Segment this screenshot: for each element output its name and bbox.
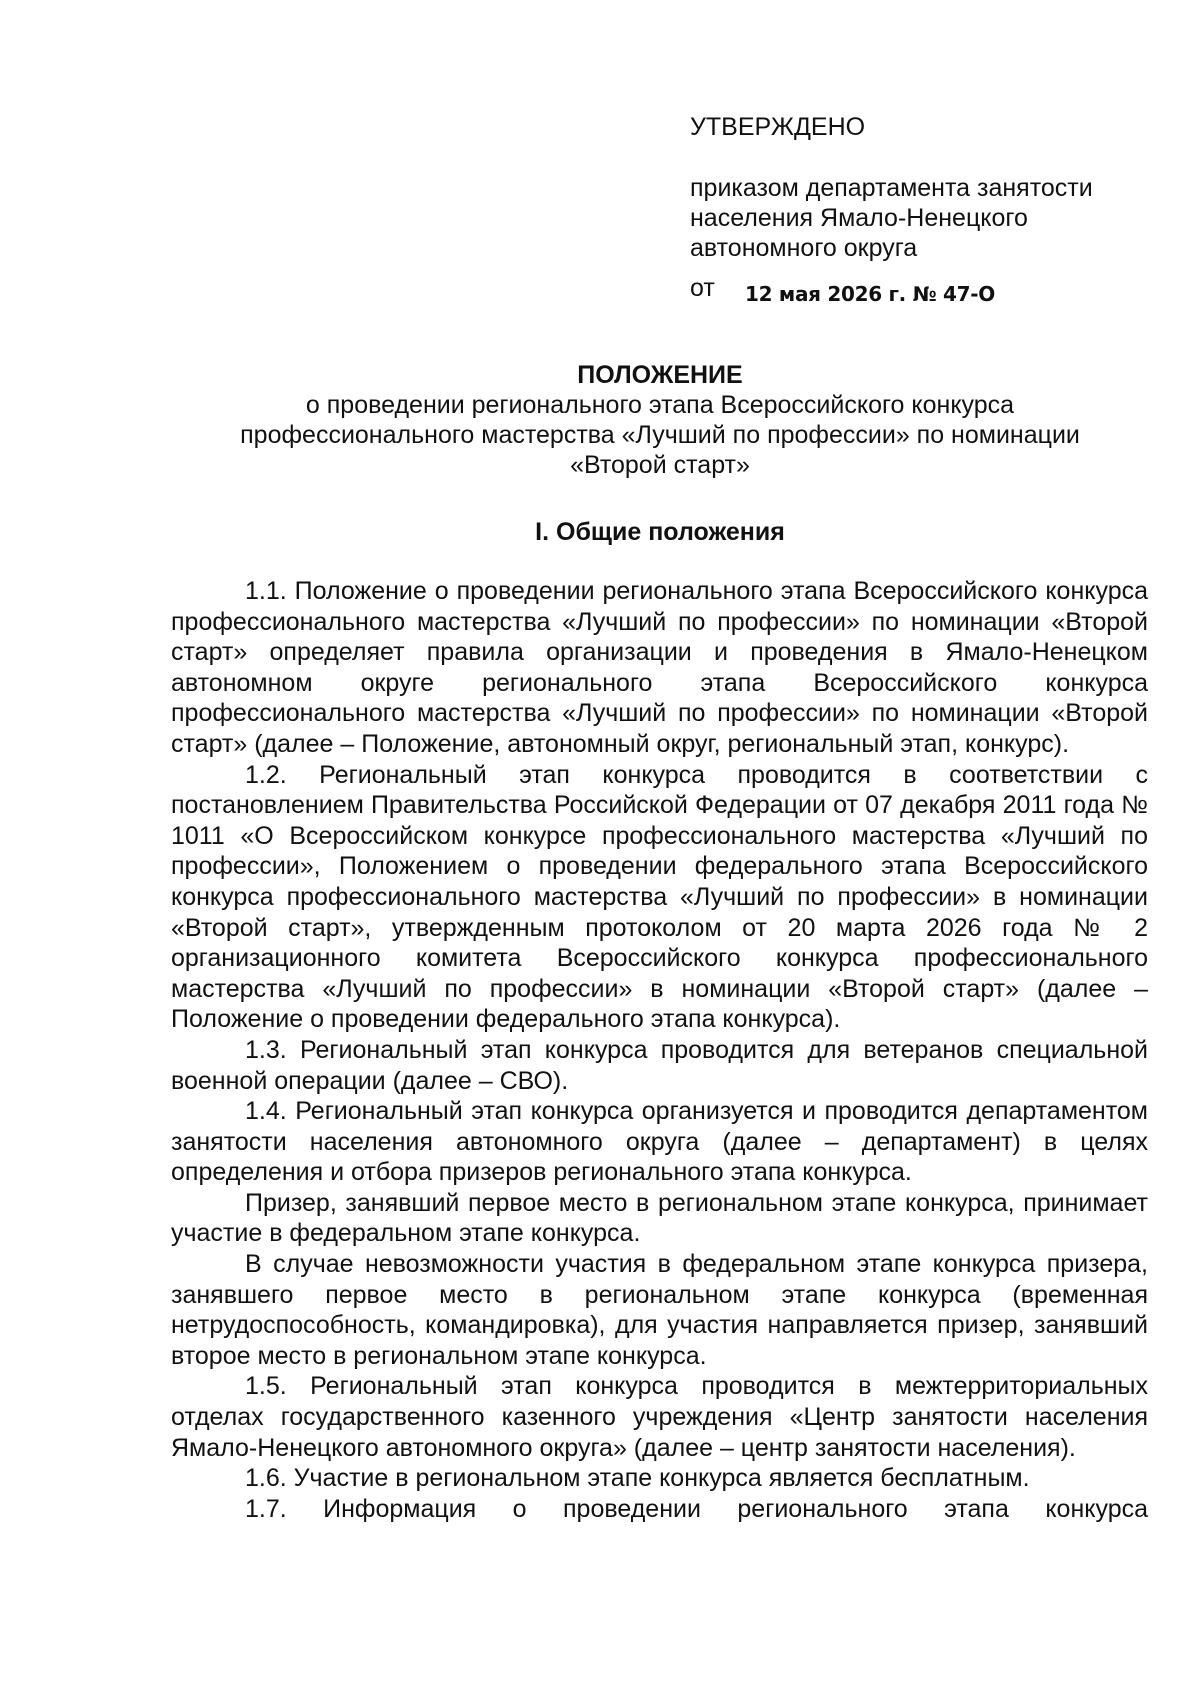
order-date-number: 12 мая 2026 г. № 47-О	[745, 282, 995, 306]
approval-date-row	[690, 273, 1150, 305]
paragraph-1-7: 1.7. Информация о проведении регионального этапа конкурса	[245, 1494, 1148, 1523]
paragraph-1-5: 1.5. Региональный этап конкурса проводится в межтерриториальных отделах государственного казенного учреждения «Центр занятости населения Ямало-Ненецкого автономного округа» (далее – центр занятости населения).	[171, 1372, 1148, 1462]
document-subtitle-line: о проведении регионального этапа Всероссийского конкурса	[305, 391, 1015, 419]
paragraph-1-4-prize: Призер, занявший первое место в региональном этапе конкурса, принимает участие в федеральном этапе конкурса.	[171, 1188, 1148, 1248]
approval-block	[690, 112, 1150, 305]
approval-order-line: населения Ямало-Ненецкого	[690, 204, 1028, 232]
document-title: ПОЛОЖЕНИЕ	[577, 361, 743, 389]
approval-order-line: автономного округа	[690, 234, 918, 262]
paragraph-1-4: 1.4. Региональный этап конкурса организуется и проводится департаментом занятости населения автономного округа (далее – департамент) в целях определения и отбора призеров регионального этапа конкурса.	[171, 1097, 1148, 1187]
paragraph-1-3: 1.3. Региональный этап конкурса проводится для ветеранов специальной военной операции (далее – СВО).	[171, 1035, 1148, 1095]
from-label: от	[690, 274, 715, 302]
paragraph-1-1: 1.1. Положение о проведении регионального этапа Всероссийского конкурса профессионального мастерства «Лучший по профессии» по номинации «Второй старт» определяет правила организации и проведения в Ямало-Ненецком автономном округе регионального этапа Всероссийского конкурса профессионального мастерства «Лучший по профессии» по номинации «Второй старт» (далее – Положение, автономный округ, региональный этап, конкурс).	[171, 577, 1148, 758]
document-body	[171, 576, 1148, 1524]
section-heading: I. Общие положения	[535, 518, 785, 546]
approved-stamp-text: УТВЕРЖДЕНО	[690, 113, 866, 141]
document-subtitle-line: профессионального мастерства «Лучший по профессии» по номинации	[240, 421, 1080, 449]
document-subtitle-line: «Второй старт»	[570, 451, 750, 479]
document-title-block	[170, 360, 1150, 480]
paragraph-1-6: 1.6. Участие в региональном этапе конкурса является бесплатным.	[245, 1464, 1030, 1493]
paragraph-1-4-replacement: В случае невозможности участия в федеральном этапе конкурса призера, занявшего первое место в региональном этапе конкурса (временная нетрудоспособность, командировка), для участия направляется призер, занявший второе место в региональном этапе конкурса.	[171, 1250, 1148, 1370]
approval-order-line: приказом департамента занятости	[690, 174, 1093, 202]
paragraph-1-2: 1.2. Региональный этап конкурса проводится в соответствии с постановлением Правительства Российской Федерации от 07 декабря 2011 года № 1011 «О Всероссийском конкурсе профессионального мастерства «Лучший по профессии», Положением о проведении федерального этапа Всероссийского конкурса профессионального мастерства «Лучший по профессии» в номинации «Второй старт», утвержденным протоколом от 20 марта 2026 года № 2 организационного комитета Всероссийского конкурса профессионального мастерства «Лучший по профессии» в номинации «Второй старт» (далее – Положение о проведении федерального этапа конкурса).	[171, 760, 1148, 1034]
